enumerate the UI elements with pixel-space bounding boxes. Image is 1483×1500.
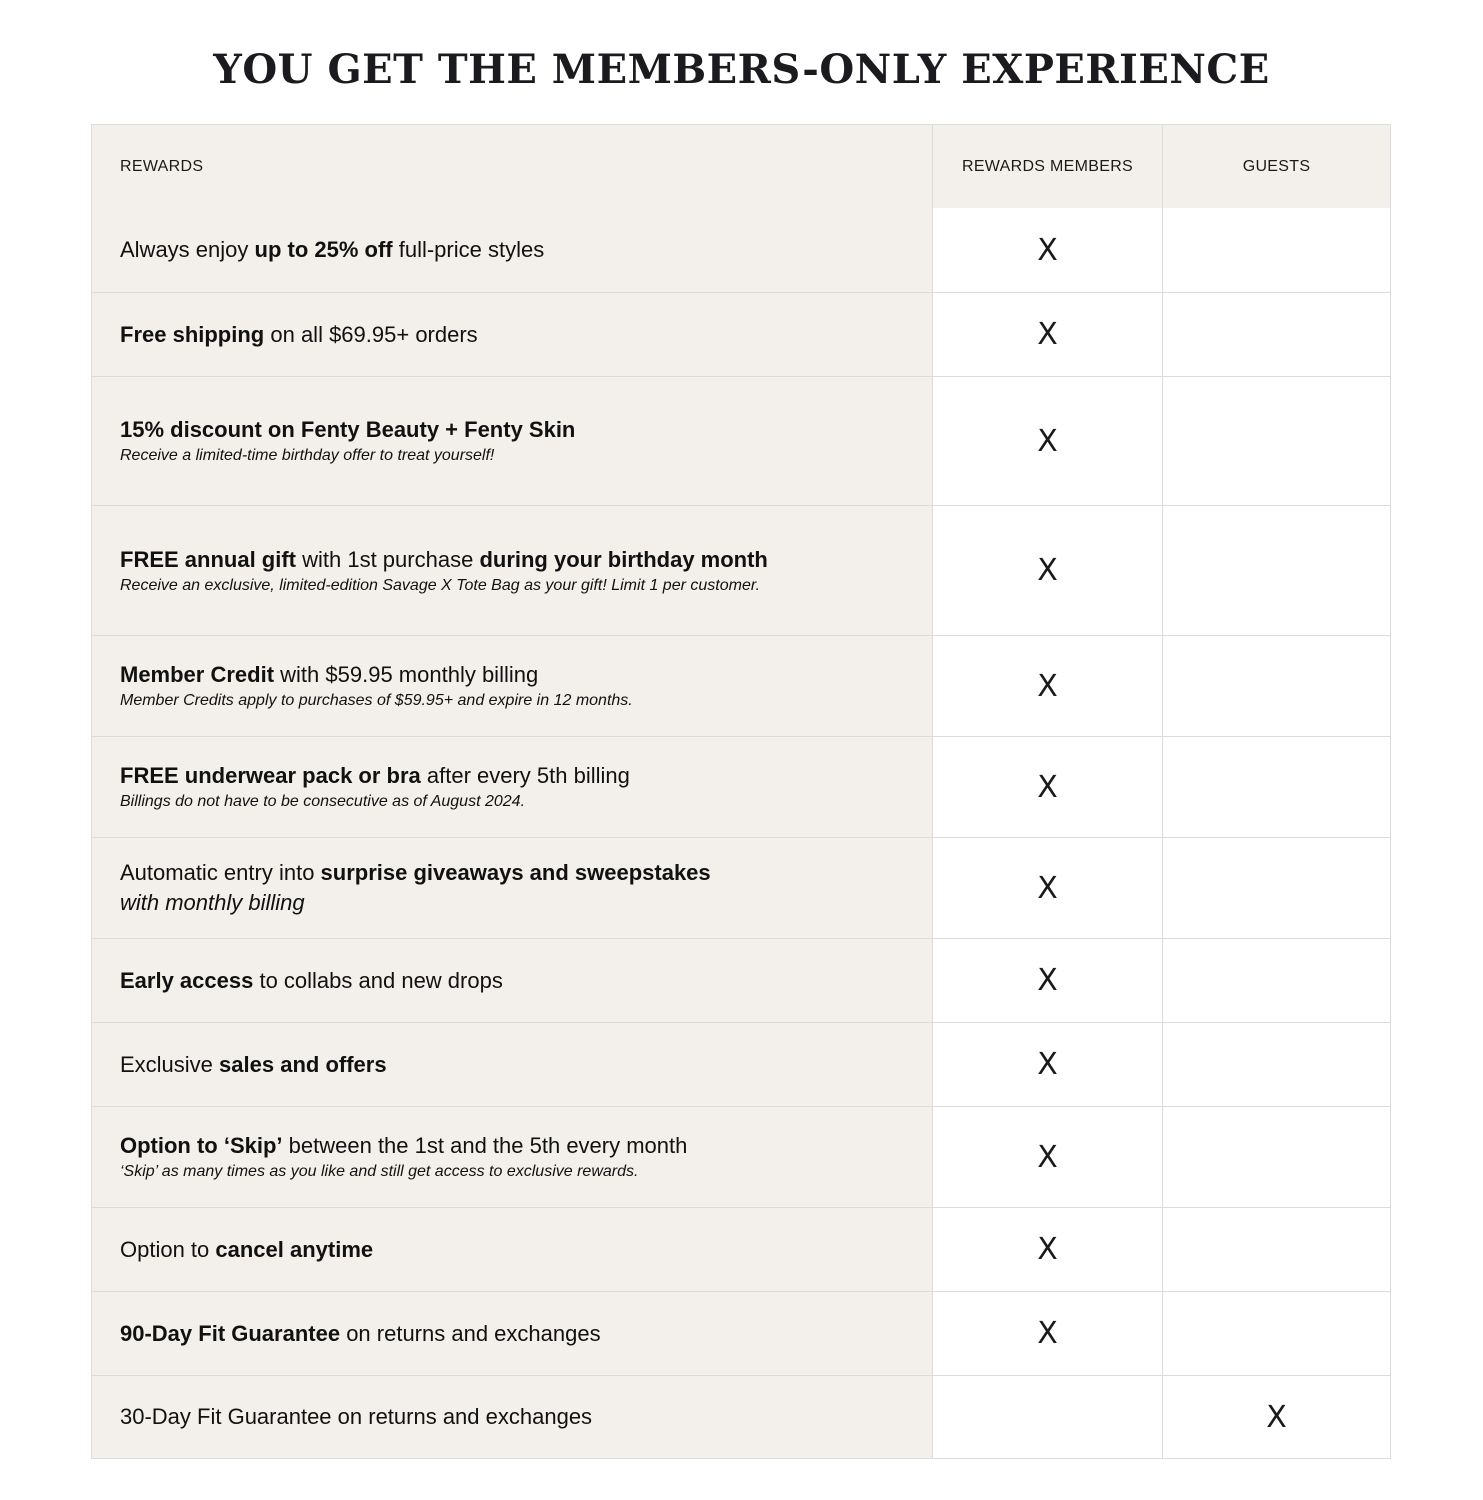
reward-main-line	[120, 1050, 387, 1080]
guests-cell	[1163, 636, 1390, 736]
reward-text-part: Always enjoy	[120, 237, 255, 262]
reward-description	[120, 320, 478, 350]
reward-main-line	[120, 320, 478, 350]
reward-subtext: Member Credits apply to purchases of $59.95+ and expire in 12 months.	[120, 692, 633, 709]
reward-main-line	[120, 1319, 601, 1349]
reward-description	[120, 1402, 592, 1432]
reward-highlight: 15% discount on Fenty Beauty + Fenty Skin	[120, 417, 576, 442]
members-cell	[933, 636, 1163, 736]
reward-cell	[92, 636, 933, 736]
reward-text-part: Exclusive	[120, 1051, 220, 1077]
table-row	[92, 1022, 1390, 1106]
reward-main-line	[120, 1235, 373, 1265]
reward-main-line	[120, 1402, 592, 1432]
table-body	[92, 208, 1390, 1458]
reward-text-part: Automatic entry into	[120, 860, 321, 885]
included-mark: X	[1037, 1047, 1058, 1082]
included-mark: X	[1037, 317, 1058, 352]
included-mark: X	[1037, 870, 1058, 906]
reward-description	[120, 415, 575, 467]
included-mark: X	[1037, 423, 1058, 459]
included-mark: X	[1037, 232, 1058, 268]
reward-cell	[92, 1023, 933, 1106]
table-row	[92, 292, 1390, 376]
included-mark: X	[1037, 1316, 1058, 1351]
reward-highlight: Early access	[120, 967, 254, 993]
table-row	[92, 938, 1390, 1022]
included-mark: X	[1037, 769, 1058, 805]
table-row	[92, 1375, 1390, 1458]
table-row	[92, 635, 1390, 736]
guests-cell	[1163, 1376, 1390, 1458]
reward-description	[120, 235, 544, 265]
reward-text-part: to collabs and new drops	[253, 967, 503, 993]
reward-cell	[92, 838, 933, 938]
reward-highlight: 90-Day Fit Guarantee	[120, 1320, 341, 1346]
reward-description	[120, 966, 503, 996]
included-mark: X	[1266, 1399, 1287, 1435]
members-cell	[933, 1107, 1163, 1207]
guests-cell	[1163, 1292, 1390, 1375]
reward-description	[120, 1050, 387, 1080]
reward-text-part: Option to	[120, 1236, 216, 1262]
table-row	[92, 736, 1390, 837]
reward-description	[120, 858, 711, 918]
reward-text-part: full-price styles	[392, 237, 545, 262]
included-mark: X	[1037, 668, 1058, 704]
guests-cell	[1163, 377, 1390, 505]
members-cell	[933, 1292, 1163, 1375]
reward-cell	[92, 293, 933, 376]
reward-main-line	[120, 1131, 687, 1161]
reward-highlight: cancel anytime	[215, 1236, 374, 1262]
guests-cell	[1163, 1023, 1390, 1106]
reward-cell	[92, 506, 933, 635]
members-cell	[933, 1023, 1163, 1106]
reward-main-line	[120, 966, 503, 996]
table-row	[92, 837, 1390, 938]
rewards-comparison-table	[91, 124, 1391, 1459]
reward-text-part: 30-Day Fit Guarantee on returns and exchanges	[120, 1404, 593, 1429]
reward-cell	[92, 1376, 933, 1458]
reward-text-part: with 1st purchase	[296, 546, 480, 572]
reward-main-line	[120, 660, 633, 690]
header-rewards-members: REWARDS MEMBERS	[933, 125, 1163, 208]
reward-cell	[92, 939, 933, 1022]
reward-cell	[92, 1292, 933, 1375]
table-row	[92, 1207, 1390, 1291]
reward-highlight: during your birthday month	[479, 546, 768, 572]
guests-cell	[1163, 208, 1390, 292]
guests-cell	[1163, 1107, 1390, 1207]
reward-highlight: Free shipping	[120, 321, 265, 347]
reward-subtext: Receive an exclusive, limited-edition Savage X Tote Bag as your gift! Limit 1 per customer.	[120, 576, 761, 594]
reward-description	[120, 545, 768, 597]
guests-cell	[1163, 939, 1390, 1022]
reward-highlight: sales and offers	[219, 1051, 387, 1077]
reward-main-line	[120, 415, 575, 445]
guests-cell	[1163, 293, 1390, 376]
guests-cell	[1163, 1208, 1390, 1291]
included-mark: X	[1037, 1232, 1058, 1267]
reward-description	[120, 1131, 687, 1183]
reward-main-line	[120, 545, 768, 575]
reward-text-part: after every 5th billing	[420, 763, 630, 788]
members-cell	[933, 838, 1163, 938]
included-mark: X	[1037, 963, 1058, 998]
reward-cell	[92, 1208, 933, 1291]
reward-description	[120, 660, 633, 712]
reward-subtext: Receive a limited-time birthday offer to treat yourself!	[120, 447, 495, 464]
members-cell	[933, 1208, 1163, 1291]
members-cell	[933, 208, 1163, 292]
table-row	[92, 1106, 1390, 1207]
table-header-row	[92, 125, 1390, 208]
reward-main-line	[120, 235, 544, 265]
reward-highlight: Member Credit	[120, 662, 275, 687]
reward-highlight: FREE underwear pack or bra	[120, 763, 421, 788]
reward-main-line	[120, 858, 711, 888]
members-cell	[933, 737, 1163, 837]
guests-cell	[1163, 506, 1390, 635]
included-mark: X	[1037, 1139, 1058, 1175]
page-title: YOU GET THE MEMBERS-ONLY EXPERIENCE	[213, 46, 1270, 93]
reward-main-line	[120, 761, 630, 791]
header-rewards: REWARDS	[92, 125, 933, 208]
reward-description	[120, 761, 630, 813]
reward-highlight: Option to ‘Skip’	[120, 1133, 283, 1158]
table-row	[92, 1291, 1390, 1375]
reward-cell	[92, 737, 933, 837]
members-cell	[933, 939, 1163, 1022]
reward-italic-line: with monthly billing	[120, 890, 305, 915]
reward-subtext: Billings do not have to be consecutive as of August 2024.	[120, 793, 526, 810]
guests-cell	[1163, 838, 1390, 938]
members-cell	[933, 1376, 1163, 1458]
table-row	[92, 376, 1390, 505]
reward-description	[120, 1235, 373, 1265]
reward-cell	[92, 377, 933, 505]
reward-text-part: between the 1st and the 5th every month	[282, 1133, 688, 1158]
reward-text-part: with $59.95 monthly billing	[274, 662, 539, 687]
members-cell	[933, 293, 1163, 376]
reward-highlight: surprise giveaways and sweepstakes	[320, 860, 711, 885]
reward-text-part: on all $69.95+ orders	[264, 321, 478, 347]
reward-highlight: up to 25% off	[254, 237, 393, 262]
members-cell	[933, 377, 1163, 505]
header-guests: GUESTS	[1163, 125, 1390, 208]
reward-cell	[92, 208, 933, 292]
guests-cell	[1163, 737, 1390, 837]
reward-description	[120, 1319, 601, 1349]
reward-cell	[92, 1107, 933, 1207]
table-row	[92, 505, 1390, 635]
reward-highlight: FREE annual gift	[120, 546, 296, 572]
reward-subtext: ‘Skip’ as many times as you like and still get access to exclusive rewards.	[120, 1163, 639, 1180]
table-row	[92, 208, 1390, 292]
included-mark: X	[1037, 553, 1058, 588]
reward-text-part: on returns and exchanges	[340, 1320, 601, 1346]
members-cell	[933, 506, 1163, 635]
